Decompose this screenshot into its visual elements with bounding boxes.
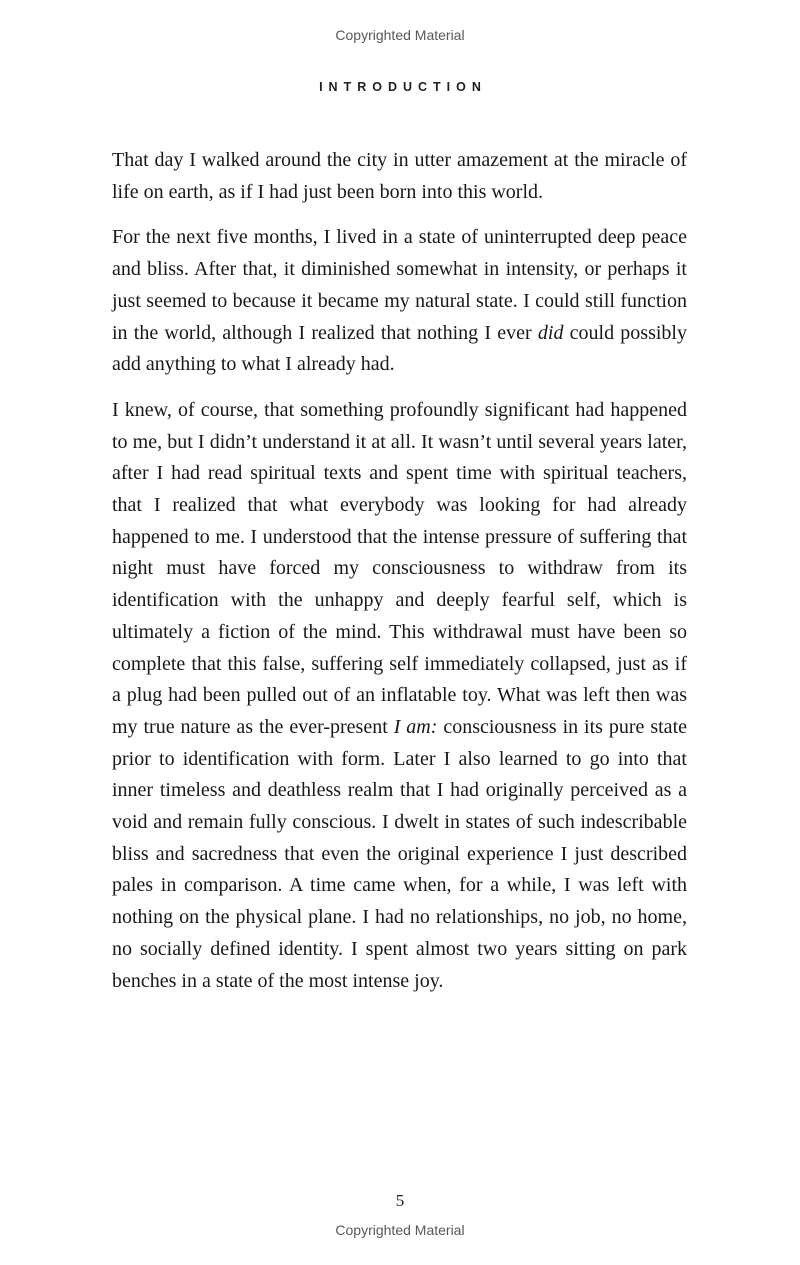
copyright-notice-top: Copyrighted Material — [335, 27, 465, 43]
page-number: 5 — [395, 1191, 405, 1210]
text-run: could possibly add anything to what I already had. — [112, 321, 687, 376]
text-run: For the next five months, I lived in a state of uninterrupted deep peace and bliss. After that, it diminished somewhat in intensity, or perhaps it just seemed to because it became my natural state. I could still function in the world, although I realized that nothing I ever — [112, 226, 687, 344]
italic-text-run: did — [537, 321, 564, 344]
paragraph-2 — [112, 222, 687, 381]
page-body — [112, 145, 687, 1011]
chapter-heading: INTRODUCTION — [319, 80, 487, 94]
text-run: That day I walked around the city in utter amazement at the miracle of life on earth, as if I had just been born into this world. — [112, 149, 687, 203]
text-run: I knew, of course, that something profoundly significant had happened to me, but I didn’t understand it at all. It wasn’t until several years later, after I had read spiritual texts and spent time with spiritual teachers, that I realized that what everybody was looking for had already happened to me. I understood that the intense pressure of suffering that night must have forced my consciousness to withdraw from its identification with the unhappy and deeply fearful self, which is ultimately a fiction of the mind. This withdrawal must have been so complete that this false, suffering self immediately collapsed, just as if a plug had been pulled out of an inflatable toy. What was left then was my true nature as the ever-present — [112, 398, 687, 738]
paragraph-1 — [112, 145, 687, 208]
paragraph-3 — [112, 395, 687, 997]
text-run: consciousness in its pure state prior to identification with form. Later I also learned to go into that inner timeless and deathless realm that I had originally perceived as a void and remain fully conscious. I dwelt in states of such indescribable bliss and sacredness that even the original experience I just described pales in comparison. A time came when, for a while, I was left with nothing on the physical plane. I had no relationships, no job, no home, no socially defined identity. I spent almost two years sitting on park benches in a state of the most intense joy. — [112, 715, 687, 992]
italic-text-run: I am: — [393, 715, 438, 738]
copyright-notice-bottom: Copyrighted Material — [335, 1222, 465, 1238]
